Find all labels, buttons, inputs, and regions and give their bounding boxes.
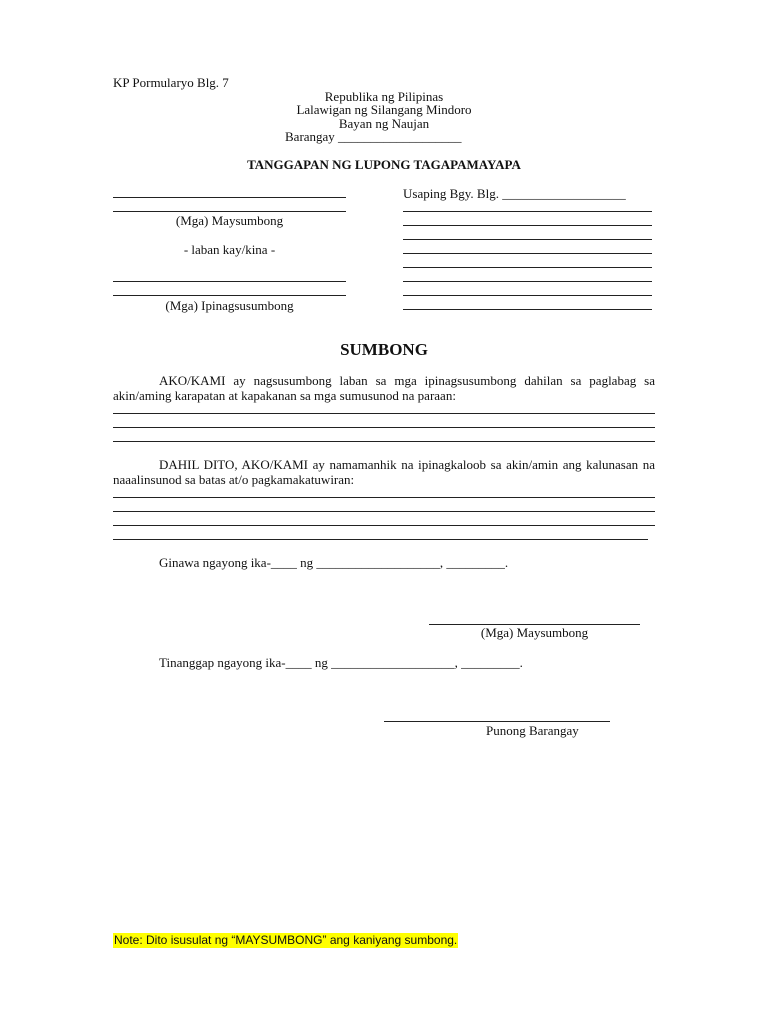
case-number-label: Usaping Bgy. Blg. ___________________ xyxy=(403,186,626,201)
complaint-paragraph: AKO/KAMI ay nagsusumbong laban sa mga ipinagsusumbong dahilan sa paglabag sa akin/aming karapatan at kapakanan sa mga sumusunod na paraan: xyxy=(113,373,655,403)
complaint-line-1[interactable] xyxy=(113,413,655,414)
respondent-label: (Mga) Ipinagsusumbong xyxy=(165,298,294,313)
complaint-line-2[interactable] xyxy=(113,427,655,428)
respondent-name-line-2[interactable] xyxy=(113,295,346,296)
relief-line-3[interactable] xyxy=(113,525,655,526)
header-barangay: Barangay ___________________ xyxy=(285,129,462,144)
complainant-name-line-2[interactable] xyxy=(113,211,346,212)
punong-barangay-label: Punong Barangay xyxy=(486,723,579,738)
header-country: Republika ng Pilipinas xyxy=(324,89,444,104)
header-town: Bayan ng Naujan xyxy=(338,116,430,131)
complaint-line-3[interactable] xyxy=(113,441,655,442)
relief-line-4[interactable] xyxy=(113,539,648,540)
case-line-1[interactable] xyxy=(403,211,652,212)
form-number: KP Pormularyo Blg. 7 xyxy=(113,75,229,90)
case-line-3[interactable] xyxy=(403,239,652,240)
instruction-note: Note: Dito isusulat ng “MAYSUMBONG” ang kaniyang sumbong. xyxy=(114,933,458,947)
versus-label: - laban kay/kina - xyxy=(183,242,276,257)
case-line-4[interactable] xyxy=(403,253,652,254)
punong-signature-line[interactable] xyxy=(384,721,610,722)
document-title: SUMBONG xyxy=(340,340,428,359)
complainant-signature-label: (Mga) Maysumbong xyxy=(480,625,589,640)
complainant-name-line-1[interactable] xyxy=(113,197,346,198)
case-line-5[interactable] xyxy=(403,267,652,268)
case-line-2[interactable] xyxy=(403,225,652,226)
case-line-6[interactable] xyxy=(403,281,652,282)
header-province: Lalawigan ng Silangang Mindoro xyxy=(296,102,472,117)
complainant-label: (Mga) Maysumbong xyxy=(175,213,284,228)
office-title: TANGGAPAN NG LUPONG TAGAPAMAYAPA xyxy=(247,157,521,172)
case-line-7[interactable] xyxy=(403,295,652,296)
case-line-8[interactable] xyxy=(403,309,652,310)
relief-paragraph: DAHIL DITO, AKO/KAMI ay namamanhik na ipinagkaloob sa akin/amin ang kalunasan na naaalinsunod sa batas at/o pagkamakatuwiran: xyxy=(113,457,655,487)
respondent-name-line-1[interactable] xyxy=(113,281,346,282)
relief-line-2[interactable] xyxy=(113,511,655,512)
received-date-line: Tinanggap ngayong ika-____ ng ___________________, _________. xyxy=(159,655,523,670)
relief-line-1[interactable] xyxy=(113,497,655,498)
made-date-line: Ginawa ngayong ika-____ ng ___________________, _________. xyxy=(159,555,509,570)
